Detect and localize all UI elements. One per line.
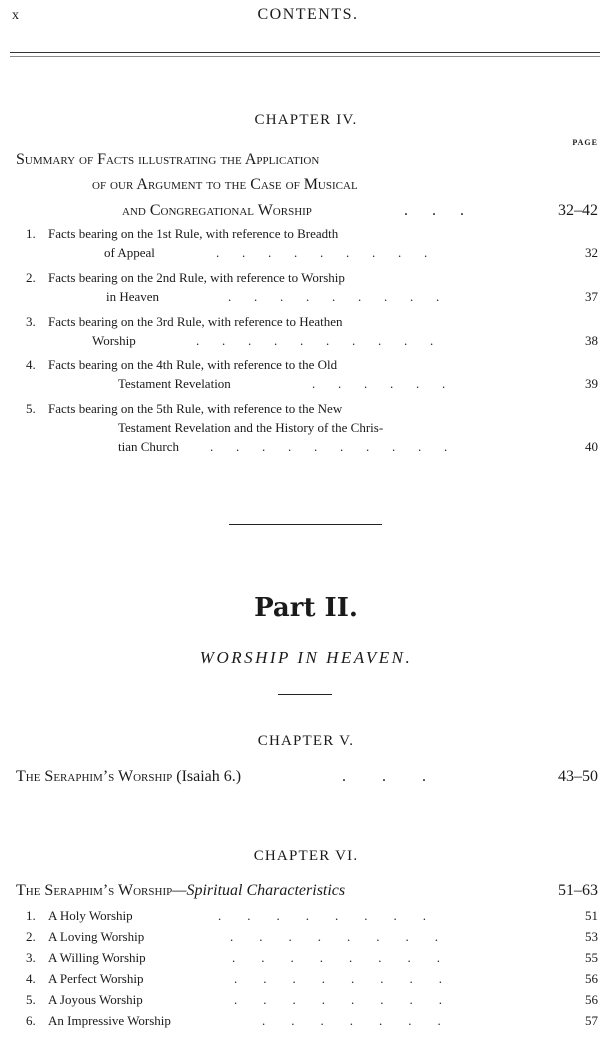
chapter-5-heading: CHAPTER V.: [257, 733, 355, 749]
item-text: A Loving Worship: [48, 929, 145, 944]
header-rule: [10, 52, 600, 53]
page-column-label: PAGE: [572, 138, 598, 147]
leader-dots: . . . . . . . . .: [216, 245, 428, 260]
item-text-continued: Worship: [92, 333, 136, 348]
item-text: Facts bearing on the 5th Rule, with reference to the New: [48, 401, 343, 416]
leader-dots: . . . . . . . . . .: [196, 333, 434, 348]
chapter-5-title: The Seraphim’s Worship: [16, 768, 173, 785]
item-page: 38: [585, 333, 598, 348]
chapter-6-title: The Seraphim’s Worship: [16, 882, 173, 899]
item-text: A Holy Worship: [48, 908, 133, 923]
item-text: Facts bearing on the 2nd Rule, with reference to Worship: [48, 270, 345, 285]
item-text-continued: of Appeal: [104, 245, 155, 260]
item-number: 2.: [26, 929, 36, 944]
chapter-5-pages: 43–50: [558, 768, 598, 785]
item-text-continued: Testament Revelation and the History of the Chris-: [118, 420, 384, 435]
leader-dots: . . . . . . . .: [218, 908, 426, 923]
running-head: [12, 6, 604, 30]
item-number: 3.: [26, 950, 36, 965]
leader-dots: . . . . . . .: [262, 1013, 441, 1028]
item-text: A Willing Worship: [48, 950, 146, 965]
item-number: 2.: [26, 270, 36, 285]
leader-dots: . . . . . . . .: [234, 971, 442, 986]
item-text: A Joyous Worship: [48, 992, 143, 1007]
chapter-5-entry: [16, 768, 598, 786]
item-page: 56: [585, 971, 598, 986]
part-title: WORSHIP IN HEAVEN.: [199, 648, 413, 667]
item-number: 3.: [26, 314, 36, 329]
item-page: 56: [585, 992, 598, 1007]
item-number: 6.: [26, 1013, 36, 1028]
item-page: 55: [585, 950, 598, 965]
leader-dots: . . . . . . . . . .: [210, 439, 448, 454]
page-number: x: [12, 8, 19, 23]
summary-line-2: of our Argument to the Case of Musical: [92, 176, 358, 193]
summary-line-1: Summary of Facts illustrating the Application: [16, 151, 320, 168]
leader-dots: . . . . . .: [312, 376, 446, 391]
item-page: 39: [585, 376, 598, 391]
item-text-continued: Testament Revelation: [118, 376, 231, 391]
item-page: 32: [585, 245, 598, 260]
leader-dots: . . .: [342, 768, 426, 785]
item-text: Facts bearing on the 4th Rule, with reference to the Old: [48, 357, 338, 372]
item-text: Facts bearing on the 1st Rule, with reference to Breadth: [48, 226, 339, 241]
chapter-6-pages: 51–63: [558, 882, 598, 899]
item-text: An Impressive Worship: [48, 1013, 171, 1028]
chapter-6-subtitle: —Spiritual Characteristics: [172, 882, 346, 899]
item-number: 1.: [26, 908, 36, 923]
item-page: 37: [585, 289, 598, 304]
leader-dots: . . . . . . . .: [230, 929, 438, 944]
item-page: 51: [585, 908, 598, 923]
summary-pages: 32–42: [558, 202, 598, 219]
item-text-continued-2: tian Church: [118, 439, 180, 454]
chapter-5-reference: (Isaiah 6.): [176, 768, 242, 785]
header-rule-thin: [10, 56, 600, 57]
chapter-4-heading: CHAPTER IV.: [254, 112, 358, 128]
item-page: 40: [585, 439, 598, 454]
item-text: Facts bearing on the 3rd Rule, with reference to Heathen: [48, 314, 343, 329]
item-text-continued: in Heaven: [106, 289, 160, 304]
running-title: CONTENTS.: [257, 6, 359, 23]
item-number: 5.: [26, 401, 36, 416]
leader-dots: . . . . . . . . .: [228, 289, 440, 304]
part-heading: Part II.: [254, 593, 358, 623]
item-number: 5.: [26, 992, 36, 1007]
leader-dots: . . . . . . . .: [232, 950, 440, 965]
chapter-6-heading: CHAPTER VI.: [253, 848, 359, 864]
summary-line-3: and Congregational Worship: [122, 202, 312, 219]
item-number: 4.: [26, 357, 36, 372]
item-page: 53: [585, 929, 598, 944]
part-divider: [278, 694, 332, 695]
item-number: 4.: [26, 971, 36, 986]
leader-dots: . . . . . . . .: [234, 992, 442, 1007]
section-divider: [229, 524, 382, 525]
item-text: A Perfect Worship: [48, 971, 144, 986]
chapter-6-entry: [16, 882, 598, 900]
item-page: 57: [585, 1013, 598, 1028]
item-number: 1.: [26, 226, 36, 241]
summary-leader-dots: . . .: [404, 202, 464, 219]
